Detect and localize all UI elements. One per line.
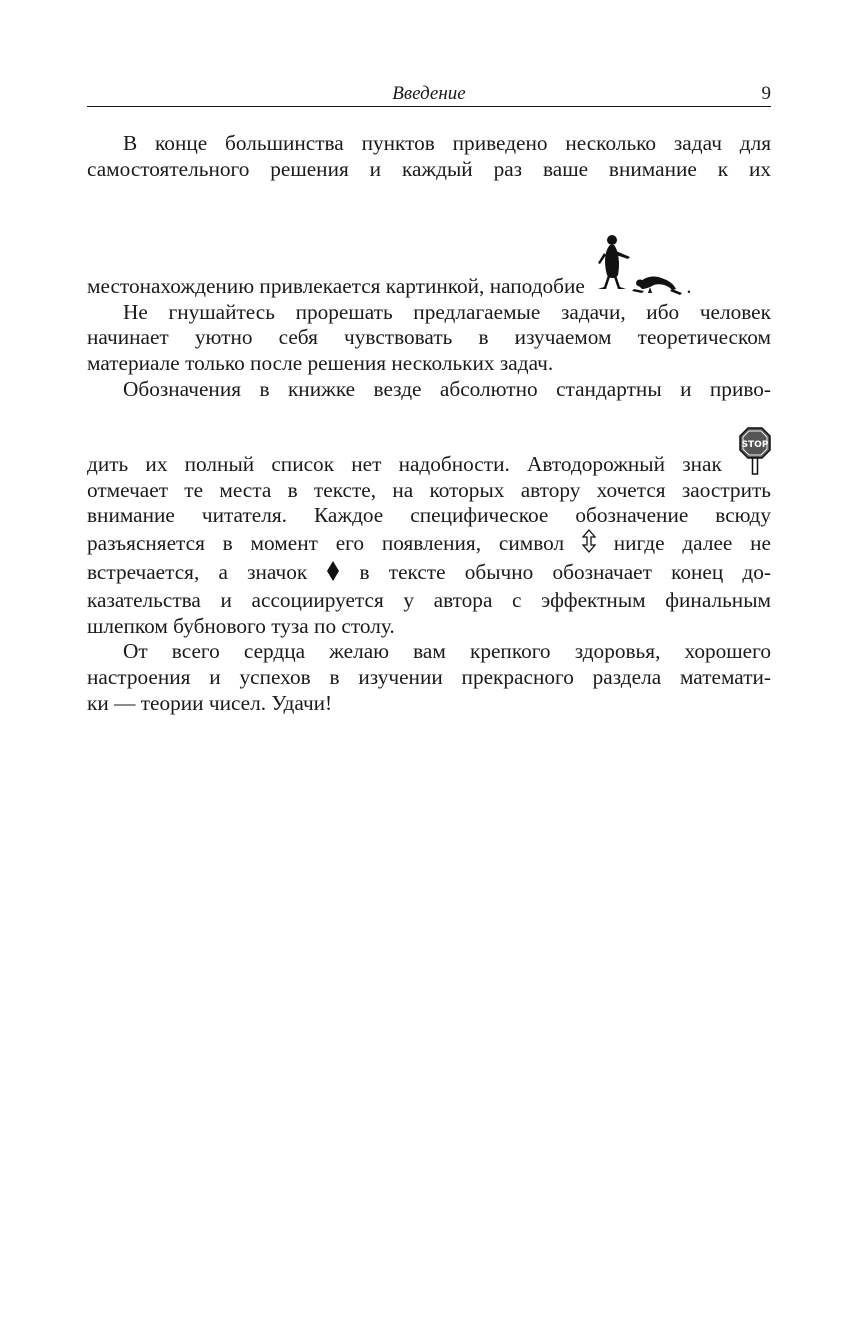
p1-line-1: В конце большинства пунктов приведено несколько задач для: [123, 131, 771, 155]
p3-line-5: [87, 529, 771, 560]
p2-line-2: начинает уютно себя чувствовать в изучаемом теоретическом: [87, 325, 771, 350]
p3-line-2: [87, 427, 771, 478]
book-page: [87, 82, 771, 716]
p4-line-1: От всего сердца желаю вам крепкого здоровья, хорошего: [123, 639, 771, 664]
p3-line-8: шлепком бубнового туза по столу.: [87, 613, 395, 638]
pointing-figure-and-crawling-figure-icon: [590, 235, 686, 300]
p1-line-3-end: .: [686, 274, 692, 299]
p3-line-5-b: нигде далее не: [613, 530, 772, 555]
p3-line-6-a: встречается, а значок: [87, 559, 308, 584]
p3-line-5-a: разъясняется в момент его появления, символ: [87, 530, 565, 555]
p3-line-2-text: дить их полный список нет надобности. Автодорожный знак: [87, 452, 722, 477]
p1-line-3-text: местонахождению привлекается картинкой, наподобие: [87, 274, 585, 299]
black-diamond-icon: [326, 560, 340, 589]
page-body: [87, 131, 771, 716]
p3-line-6-b: в тексте обычно обозначает конец до-: [359, 559, 771, 584]
stop-sign-label: STOP: [741, 440, 769, 451]
p2-line-1: Не гнушайтесь прорешать предлагаемые задачи, ибо человек: [123, 299, 771, 324]
p2-line-3: материале только после решения нескольких задач.: [87, 350, 554, 375]
p1-line-2: самостоятельного решения и каждый раз ваше внимание к их: [87, 156, 771, 181]
p1-line-3: [87, 235, 771, 300]
double-up-down-arrow-icon: [582, 529, 596, 560]
running-header: [87, 82, 771, 107]
chapter-title: Введение: [392, 83, 466, 104]
p4-line-3: ки — теории чисел. Удачи!: [87, 690, 333, 715]
p3-line-3: отмечает те места в тексте, на которых автору хочется заострить: [87, 477, 771, 502]
stop-sign-icon: [739, 427, 771, 478]
p3-line-1: Обозначения в книжке везде абсолютно стандартны и приво-: [123, 376, 771, 401]
page-number: 9: [761, 83, 771, 104]
p4-line-2: настроения и успехов в изучении прекрасного раздела математи-: [87, 664, 771, 689]
p3-line-6: [87, 560, 771, 589]
p3-line-4: внимание читателя. Каждое специфическое обозначение всюду: [87, 503, 771, 528]
p3-line-7: казательства и ассоциируется у автора с эффектным финальным: [87, 588, 771, 613]
